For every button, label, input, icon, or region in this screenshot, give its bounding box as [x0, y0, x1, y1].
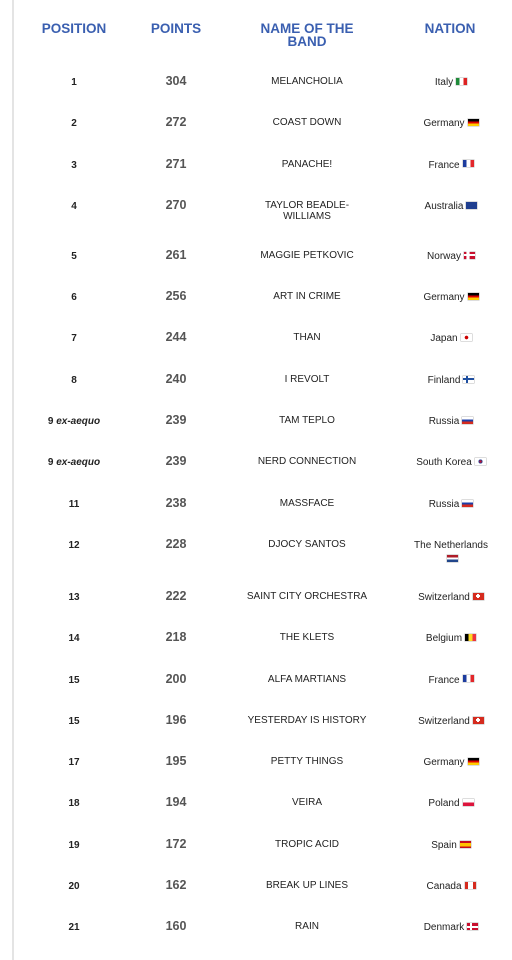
nation-cell — [396, 756, 506, 770]
points-cell: 272 — [165, 115, 187, 130]
flag-australia-icon — [466, 202, 477, 209]
position-cell: 4 — [71, 200, 77, 212]
table-row — [16, 907, 506, 948]
band-cell: I REVOLT — [284, 373, 330, 385]
table-row — [16, 701, 506, 742]
position-cell: 8 — [71, 374, 77, 386]
nation-cell — [396, 117, 506, 131]
table-row — [16, 360, 506, 401]
points-cell: 200 — [165, 671, 187, 686]
nation-cell — [396, 880, 506, 894]
nation-name: The Netherlands — [414, 539, 488, 551]
band-cell: ALFA MARTIANS — [267, 673, 347, 685]
position-cell: 17 — [68, 757, 80, 769]
points-cell: 195 — [165, 754, 187, 769]
table-row — [16, 318, 506, 359]
table-row — [16, 277, 506, 318]
points-cell: 239 — [165, 413, 187, 428]
header-points: POINTS — [150, 21, 202, 36]
flag-france-icon — [463, 675, 474, 682]
band-cell: ART IN CRIME — [273, 291, 341, 303]
table-row — [16, 186, 506, 236]
band-cell: NERD CONNECTION — [257, 456, 357, 468]
table-row — [16, 866, 506, 907]
nation-cell — [396, 159, 506, 173]
flag-netherlands-icon — [447, 555, 458, 562]
points-cell: 228 — [165, 536, 187, 551]
flag-norway-icon — [464, 252, 475, 259]
nation-cell — [396, 332, 506, 346]
flag-germany-icon — [468, 758, 479, 765]
band-line2: WILLIAMS — [283, 210, 331, 222]
points-cell: 261 — [165, 247, 187, 262]
flag-germany-icon — [468, 293, 479, 300]
nation-cell — [396, 415, 506, 429]
table-row — [16, 62, 506, 103]
header-nation: NATION — [424, 21, 476, 36]
nation-name: South Korea — [416, 457, 472, 469]
points-cell: 196 — [165, 712, 187, 727]
band-cell — [222, 200, 392, 222]
nation-cell — [396, 921, 506, 935]
nation-cell — [396, 456, 506, 470]
nation-name: Norway — [427, 250, 461, 262]
position-cell: 12 — [68, 539, 80, 551]
band-cell: MAGGIE PETKOVIC — [260, 249, 354, 261]
points-cell: 271 — [165, 156, 187, 171]
position-cell: 5 — [71, 250, 77, 262]
flag-switzerland-icon — [473, 593, 484, 600]
points-cell: 218 — [165, 630, 187, 645]
position-note: ex-aequo — [56, 416, 101, 428]
position-cell: 1 — [71, 77, 77, 88]
left-border — [12, 0, 14, 960]
nation-cell — [396, 498, 506, 512]
points-cell: 270 — [165, 197, 187, 212]
position-number: 9 — [47, 457, 54, 469]
points-cell: 222 — [165, 588, 187, 603]
nation-cell — [396, 76, 506, 90]
table-row — [16, 577, 506, 618]
position-cell: 14 — [68, 633, 80, 645]
nation-name: Italy — [434, 77, 454, 88]
nation-cell — [396, 250, 506, 264]
points-cell: 304 — [165, 74, 187, 88]
flag-belgium-icon — [465, 634, 476, 641]
nation-name: Finland — [427, 374, 461, 386]
flag-spain-icon — [460, 841, 471, 848]
band-cell: VEIRA — [291, 797, 322, 809]
nation-name: Switzerland — [418, 591, 470, 603]
flag-switzerland-icon — [473, 717, 484, 724]
table-row — [16, 825, 506, 866]
band-cell: MELANCHOLIA — [271, 76, 343, 87]
nation-cell — [396, 200, 506, 214]
nation-cell — [396, 839, 506, 853]
position-cell: 6 — [71, 292, 77, 304]
flag-france-icon — [463, 160, 474, 167]
nation-cell — [396, 715, 506, 729]
position-cell: 15 — [68, 674, 80, 686]
points-cell: 172 — [165, 836, 187, 851]
ranking-table — [16, 0, 506, 949]
nation-cell — [396, 374, 506, 388]
position-cell: 2 — [71, 118, 77, 130]
flag-germany-icon — [468, 119, 479, 126]
band-cell: MASSFACE — [279, 497, 335, 509]
band-cell: PETTY THINGS — [270, 756, 344, 768]
header-band-line2: BAND — [287, 34, 327, 49]
nation-name: Germany — [423, 118, 465, 130]
table-row — [16, 484, 506, 525]
table-row — [16, 145, 506, 186]
header-position: POSITION — [41, 21, 107, 36]
flag-canada-icon — [465, 882, 476, 889]
band-cell: BREAK UP LINES — [265, 880, 349, 892]
position-cell: 19 — [68, 839, 80, 851]
band-cell: THE KLETS — [279, 632, 335, 644]
position-cell: 21 — [68, 922, 80, 934]
nation-name: Japan — [430, 333, 458, 345]
position-cell: 18 — [68, 798, 80, 810]
position-cell: 11 — [68, 498, 80, 510]
band-line1: TAYLOR BEADLE- — [264, 199, 350, 211]
flag-italy-icon — [456, 78, 467, 85]
band-cell: SAINT CITY ORCHESTRA — [246, 590, 368, 602]
flag-russia-icon — [462, 500, 473, 507]
points-cell: 239 — [165, 454, 187, 469]
band-cell: PANACHE! — [281, 158, 333, 170]
nation-name: Denmark — [423, 922, 465, 934]
nation-name: Spain — [431, 839, 457, 851]
header-band-line1: NAME OF THE — [260, 21, 354, 36]
table-row — [16, 401, 506, 442]
nation-name: Canada — [426, 881, 462, 893]
points-cell: 240 — [165, 371, 187, 386]
nation-name: Germany — [423, 292, 465, 304]
band-cell: YESTERDAY IS HISTORY — [247, 714, 367, 726]
band-cell: RAIN — [295, 921, 319, 933]
nation-name: France — [428, 159, 460, 171]
table-row — [16, 525, 506, 577]
nation-name: France — [428, 674, 460, 686]
table-row — [16, 103, 506, 144]
nation-name: Switzerland — [418, 715, 470, 727]
points-cell: 244 — [165, 330, 187, 345]
position-cell: 3 — [71, 159, 77, 171]
nation-cell — [396, 674, 506, 688]
position-cell: 20 — [68, 881, 80, 893]
nation-cell — [396, 291, 506, 305]
table-row — [16, 742, 506, 783]
nation-cell — [396, 591, 506, 605]
flag-japan-icon — [461, 334, 472, 341]
header-band-name — [242, 22, 372, 48]
points-cell: 238 — [165, 495, 187, 510]
position-cell — [34, 416, 114, 427]
position-cell: 15 — [68, 715, 80, 727]
nation-cell — [396, 797, 506, 811]
table-row — [16, 618, 506, 659]
table-row — [16, 236, 506, 277]
position-number: 9 — [47, 416, 54, 428]
table-row — [16, 442, 506, 483]
flag-south-korea-icon — [475, 458, 486, 465]
nation-name: Poland — [428, 798, 460, 810]
band-cell: DJOCY SANTOS — [268, 538, 346, 550]
points-cell: 194 — [165, 795, 187, 810]
nation-name: Russia — [428, 498, 460, 510]
band-cell: TAM TEPLO — [279, 415, 335, 427]
position-cell: 13 — [68, 591, 80, 603]
band-cell: THAN — [293, 332, 321, 344]
position-cell — [34, 457, 114, 468]
nation-name: Germany — [423, 757, 465, 769]
nation-name: Russia — [428, 416, 460, 428]
band-cell: COAST DOWN — [272, 117, 342, 129]
table-header — [16, 0, 506, 62]
flag-poland-icon — [463, 799, 474, 806]
band-cell: TROPIC ACID — [275, 838, 339, 850]
table-row — [16, 783, 506, 824]
flag-finland-icon — [463, 376, 474, 383]
flag-russia-icon — [462, 417, 473, 424]
points-cell: 162 — [165, 878, 187, 893]
position-note: ex-aequo — [56, 457, 101, 469]
nation-name: Belgium — [425, 633, 463, 645]
points-cell: 160 — [165, 919, 187, 934]
flag-denmark-icon — [467, 923, 478, 930]
nation-cell — [396, 632, 506, 646]
position-cell: 7 — [71, 333, 77, 345]
points-cell: 256 — [165, 289, 187, 304]
nation-cell — [396, 539, 506, 567]
table-row — [16, 660, 506, 701]
nation-name: Australia — [424, 200, 464, 212]
